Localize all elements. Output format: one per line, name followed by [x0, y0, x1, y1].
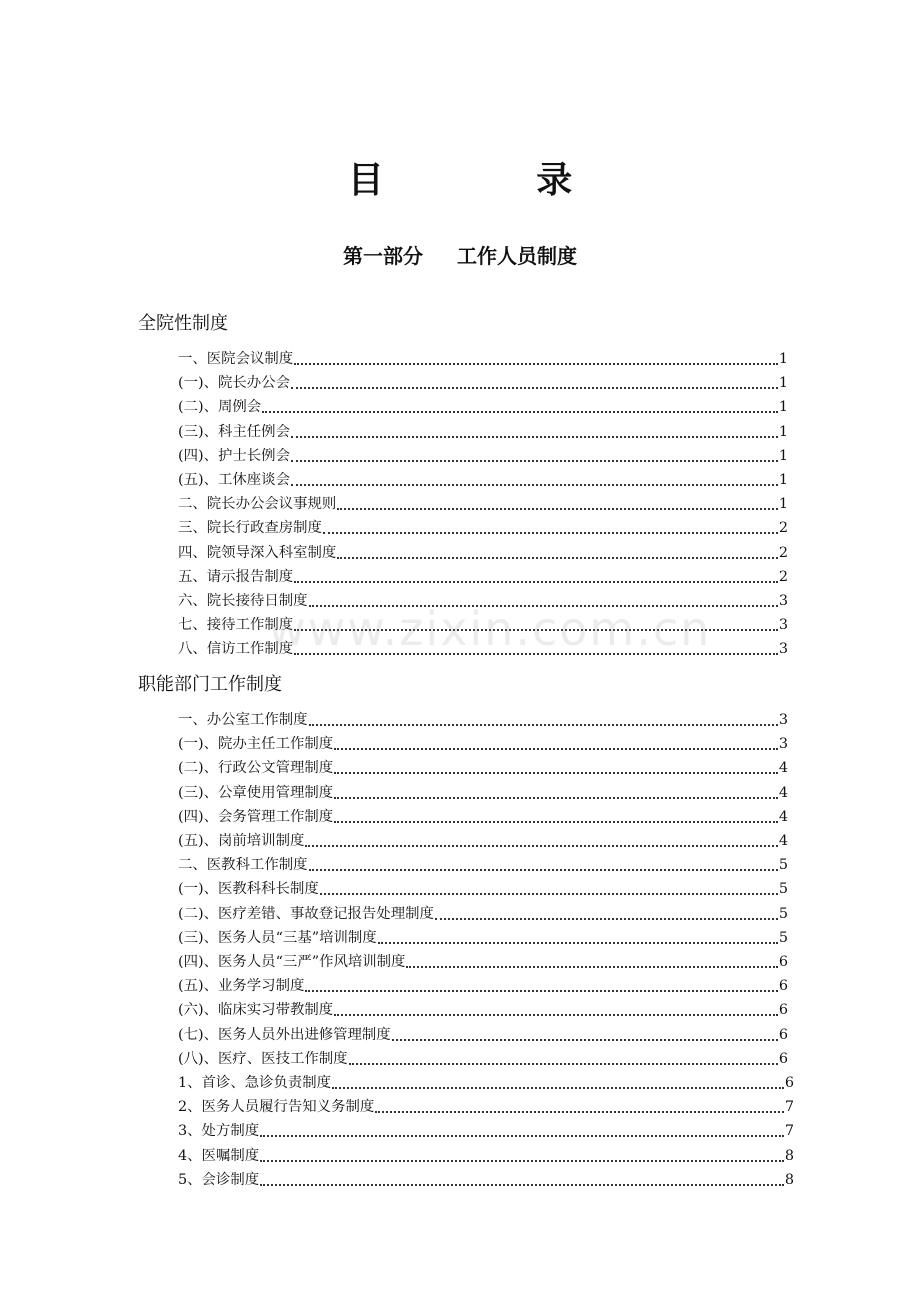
toc-entry[interactable] [178, 611, 788, 635]
toc-leader-dots [406, 966, 777, 968]
toc-entry-page: 3 [778, 736, 788, 753]
toc-entry-page: 2 [778, 520, 788, 537]
toc-entry-page: 3 [778, 641, 788, 658]
toc-entry[interactable] [178, 418, 788, 442]
toc-entry[interactable] [178, 851, 788, 875]
toc-entry[interactable] [178, 393, 788, 417]
toc-leader-dots [260, 1135, 784, 1137]
toc-entry-label: 八、信访工作制度 [178, 641, 294, 658]
toc-entry-label: (二)、行政公文管理制度 [178, 760, 334, 777]
toc-entry[interactable] [178, 948, 788, 972]
toc-entry-page: 1 [778, 423, 788, 440]
toc-leader-dots [334, 772, 778, 774]
toc-entry-page: 5 [778, 905, 788, 922]
toc-entry-page: 6 [778, 1002, 788, 1019]
toc-entry[interactable] [178, 996, 788, 1020]
toc-entry-label: (六)、临床实习带教制度 [178, 1002, 334, 1019]
toc-entry-page: 6 [784, 1075, 794, 1091]
toc-leader-dots [334, 797, 778, 799]
toc-entry[interactable] [178, 442, 788, 466]
toc-entry-page: 1 [778, 447, 788, 464]
toc-entry-label: 四、院领导深入科室制度 [178, 544, 337, 561]
toc-entry-page: 6 [778, 1050, 788, 1067]
toc-entry[interactable] [178, 369, 788, 393]
toc-leader-dots [378, 942, 778, 944]
toc-entry[interactable] [178, 924, 788, 948]
toc-leader-dots [291, 484, 778, 486]
toc-leader-dots [337, 557, 778, 559]
toc-entry[interactable] [178, 345, 788, 369]
toc-entry-label: (三)、公章使用管理制度 [178, 784, 334, 801]
toc-leader-dots [294, 653, 778, 655]
toc-entry-page: 8 [784, 1147, 794, 1164]
toc-entry-page: 3 [778, 593, 788, 609]
toc-entry-label: 三、院长行政查房制度 [178, 520, 322, 537]
toc-leader-dots [309, 869, 778, 871]
toc-entry-page: 2 [778, 568, 788, 585]
toc-entry-label: 五、请示报告制度 [178, 568, 294, 585]
toc-entry-label: (三)、科主任例会 [178, 423, 290, 440]
toc-entry-page: 1 [778, 351, 788, 367]
toc-entry[interactable] [178, 1069, 794, 1093]
toc-leader-dots [320, 893, 778, 895]
toc-entry[interactable] [178, 490, 788, 514]
toc-entry[interactable] [178, 1045, 788, 1069]
toc-leader-dots [291, 387, 778, 389]
toc-entry[interactable] [178, 563, 788, 587]
toc-entry-page: 6 [778, 1026, 788, 1043]
toc-entry-label: (二)、周例会 [178, 399, 262, 416]
toc-entry[interactable] [178, 706, 788, 730]
toc-entry[interactable] [178, 900, 788, 924]
toc-entry-label: (四)、医务人员“三严”作风培训制度 [178, 954, 406, 970]
toc-leader-dots [334, 821, 778, 823]
toc-entry-page: 1 [778, 472, 788, 488]
toc-leader-dots [305, 845, 777, 847]
toc-leader-dots [291, 436, 778, 438]
toc-entry-label: (八)、医疗、医技工作制度 [178, 1050, 348, 1067]
toc-entry-label: (一)、院长办公会 [178, 375, 290, 392]
toc-leader-dots [375, 1111, 784, 1113]
part-heading [0, 240, 920, 272]
toc-entry-page: 3 [778, 712, 788, 728]
toc-entry-page: 6 [778, 954, 788, 970]
toc-entry-label: (一)、医教科科长制度 [178, 881, 319, 898]
toc-entry-label: 2、医务人员履行告知义务制度 [178, 1099, 375, 1116]
toc-entry[interactable] [178, 635, 788, 659]
toc-entry-page: 7 [784, 1123, 794, 1140]
toc-entry-label: (五)、业务学习制度 [178, 978, 305, 995]
toc-leader-dots [337, 508, 778, 510]
document-title: 目 录 [347, 160, 643, 201]
toc-entry[interactable] [178, 779, 788, 803]
watermark: www.zixin.com.cn [268, 602, 712, 656]
toc-entry-page: 7 [784, 1099, 794, 1116]
toc-entry-page: 3 [778, 617, 788, 634]
toc-entry-page: 1 [778, 496, 788, 513]
toc-entry[interactable] [178, 1117, 794, 1141]
toc-leader-dots [334, 748, 778, 750]
toc-entry-label: 六、院长接待日制度 [178, 593, 308, 609]
section-heading: 全院性制度 [138, 313, 228, 334]
toc-entry-page: 4 [778, 784, 788, 801]
part-title: 工作人员制度 [457, 244, 577, 268]
toc-leader-dots [305, 990, 777, 992]
toc-leader-dots [294, 581, 778, 583]
toc-entry-label: (五)、岗前培训制度 [178, 833, 305, 849]
toc-entry-label: (二)、医疗差错、事故登记报告处理制度 [178, 905, 434, 922]
toc-leader-dots [262, 411, 778, 413]
toc-leader-dots [291, 460, 778, 462]
toc-entry-label: (七)、医务人员外出进修管理制度 [178, 1026, 391, 1043]
toc-entry-page: 5 [778, 881, 788, 898]
toc-entry[interactable] [178, 466, 788, 490]
toc-entry-label: (三)、医务人员“三基”培训制度 [178, 929, 377, 946]
toc-entry-page: 5 [778, 857, 788, 874]
toc-entry-page: 1 [778, 399, 788, 416]
toc-leader-dots [260, 1160, 784, 1162]
toc-entry-page: 2 [778, 544, 788, 561]
toc-entry-label: (五)、工休座谈会 [178, 472, 290, 488]
toc-entry[interactable] [178, 827, 788, 851]
toc-leader-dots [349, 1063, 778, 1065]
toc-leader-dots [334, 1014, 778, 1016]
toc-entry[interactable] [178, 587, 788, 611]
toc-entry-page: 4 [778, 808, 788, 825]
toc-entry[interactable] [178, 1142, 794, 1166]
toc-entry-label: (四)、护士长例会 [178, 447, 290, 464]
toc-entry-label: 1、首诊、急诊负责制度 [178, 1075, 332, 1091]
toc-entry-label: (四)、会务管理工作制度 [178, 808, 334, 825]
toc-entry-label: 七、接待工作制度 [178, 617, 294, 634]
toc-entry[interactable] [178, 514, 788, 538]
toc-entry-page: 4 [778, 760, 788, 777]
toc-leader-dots [323, 532, 778, 534]
toc-entry-label: 二、医教科工作制度 [178, 857, 308, 874]
toc-entry-label: 一、医院会议制度 [178, 351, 294, 367]
toc-entry[interactable] [178, 803, 788, 827]
toc-entry-page: 8 [784, 1171, 794, 1188]
toc-entry[interactable] [178, 539, 788, 563]
section-heading: 职能部门工作制度 [138, 674, 282, 695]
toc-entry-label: 4、医嘱制度 [178, 1147, 260, 1164]
toc-leader-dots [260, 1184, 784, 1186]
toc-entry[interactable] [178, 730, 788, 754]
toc-leader-dots [294, 629, 778, 631]
toc-leader-dots [309, 724, 778, 726]
toc-entry-label: (一)、院办主任工作制度 [178, 736, 334, 753]
toc-leader-dots [435, 918, 778, 920]
toc-leader-dots [392, 1039, 778, 1041]
toc-entry[interactable] [178, 1166, 794, 1190]
toc-entry[interactable] [178, 1093, 794, 1117]
toc-entry-label: 一、办公室工作制度 [178, 712, 308, 728]
toc-entry[interactable] [178, 754, 788, 778]
toc-leader-dots [309, 605, 778, 607]
toc-entry-page: 5 [778, 929, 788, 946]
toc-entry[interactable] [178, 1021, 788, 1045]
toc-entry-label: 二、院长办公会议事规则 [178, 496, 337, 513]
part-label: 第一部分 [343, 244, 423, 268]
toc-entry-page: 4 [778, 833, 788, 849]
toc-entry-page: 1 [778, 375, 788, 392]
toc-entry[interactable] [178, 875, 788, 899]
toc-entry-label: 3、处方制度 [178, 1123, 260, 1140]
toc-entry-label: 5、会诊制度 [178, 1171, 260, 1188]
toc-leader-dots [332, 1087, 784, 1089]
toc-entry-page: 6 [778, 978, 788, 995]
toc-entry[interactable] [178, 972, 788, 996]
toc-leader-dots [294, 363, 778, 365]
